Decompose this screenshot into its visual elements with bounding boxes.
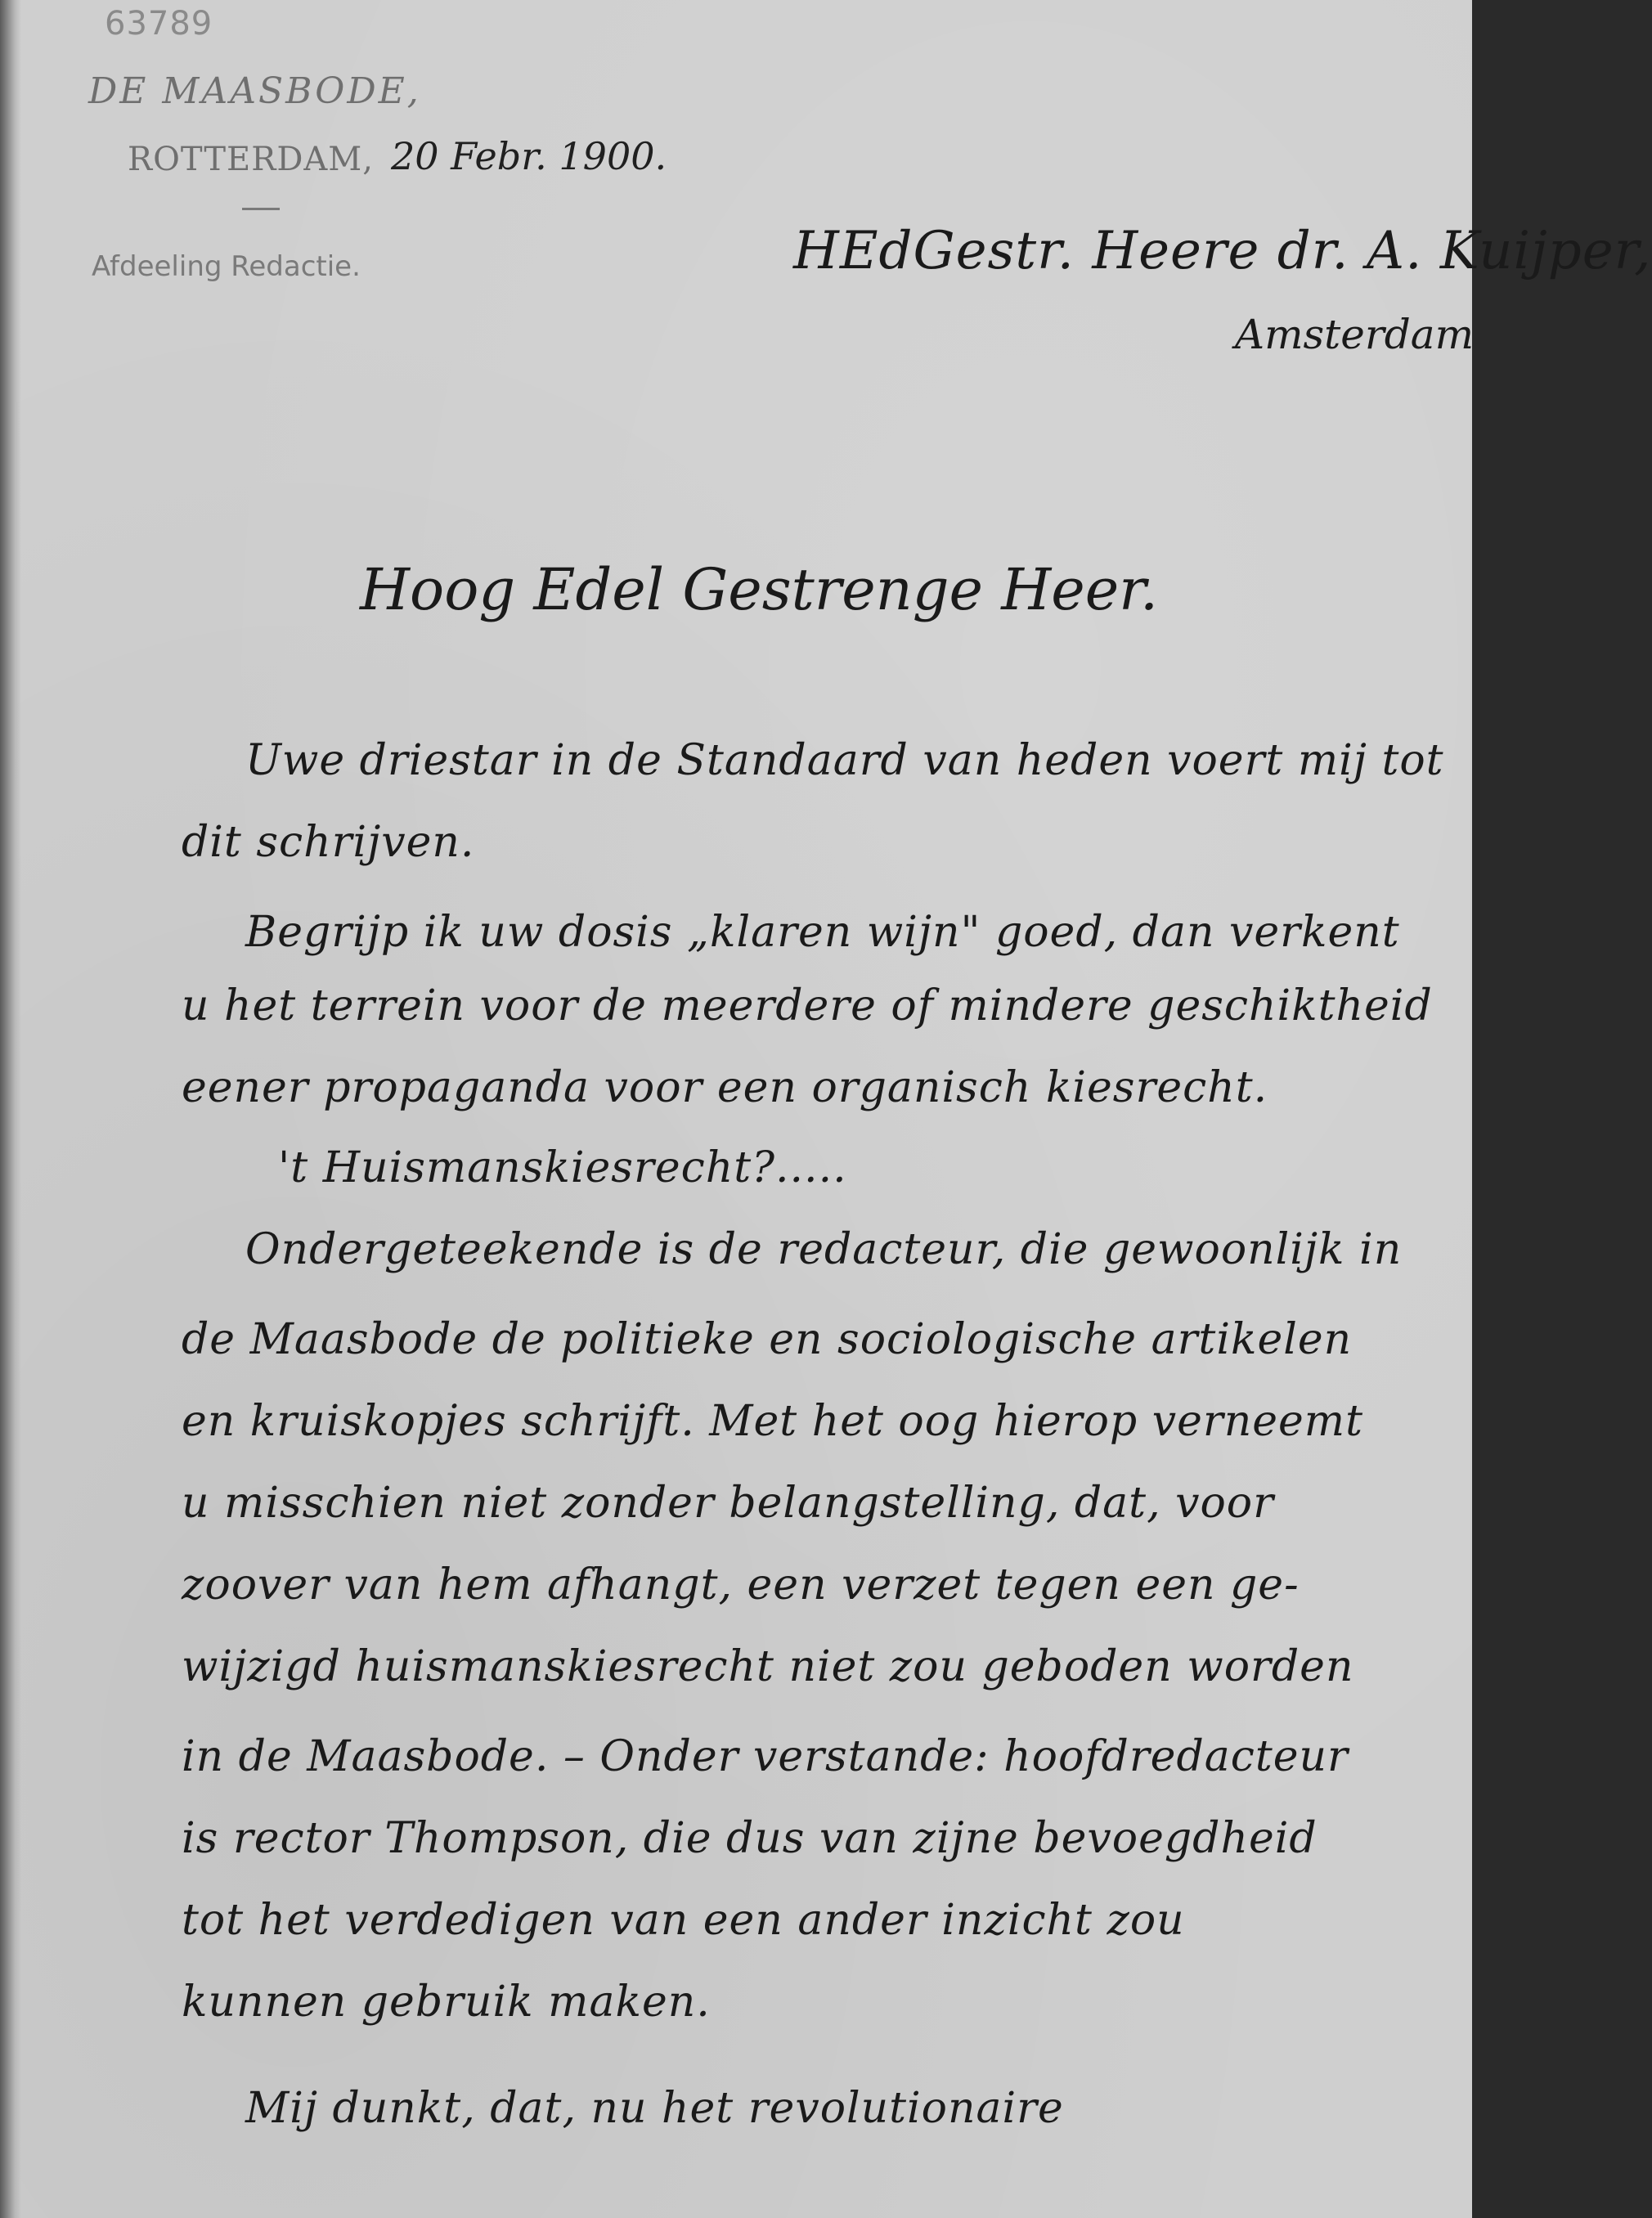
body-line: Ondergeteekende is de redacteur, die gewoonlijk in xyxy=(245,1225,1403,1274)
letterhead-paper-name: DE MAASBODE, xyxy=(88,70,421,112)
addressee-name: HEdGestr. Heere dr. A. Kuijper, xyxy=(793,221,1652,281)
body-line: is rector Thompson, die dus van zijne bevoegdheid xyxy=(182,1814,1318,1863)
body-line: tot het verdedigen van een ander inzicht zou xyxy=(182,1896,1185,1945)
letterhead-department: Afdeeling Redactie. xyxy=(92,250,361,283)
body-line: u misschien niet zonder belangstelling, dat, voor xyxy=(182,1479,1274,1528)
body-line: 't Huismanskiesrecht?..... xyxy=(278,1143,847,1192)
letterhead-divider xyxy=(242,208,280,210)
body-line: en kruiskopjes schrijft. Met het oog hierop verneemt xyxy=(182,1397,1363,1446)
body-line: Uwe driestar in de Standaard van heden voert mij tot xyxy=(245,736,1444,785)
body-line: de Maasbode de politieke en sociologische artikelen xyxy=(182,1315,1353,1364)
body-line: Mij dunkt, dat, nu het revolutionaire xyxy=(245,2084,1064,2133)
body-line: in de Maasbode. – Onder verstande: hoofdredacteur xyxy=(182,1732,1349,1781)
body-line: zoover van hem afhangt, een verzet tegen een ge- xyxy=(182,1560,1300,1610)
body-line: dit schrijven. xyxy=(182,818,475,867)
body-line: u het terrein voor de meerdere of mindere geschiktheid xyxy=(182,981,1433,1030)
archive-number: 63789 xyxy=(105,5,213,43)
page-edge-shadow xyxy=(0,0,21,2218)
body-line: kunnen gebruik maken. xyxy=(182,1978,711,2027)
body-line: Begrijp ik uw dosis „klaren wijn" goed, dan verkent xyxy=(245,908,1400,957)
salutation: Hoog Edel Gestrenge Heer. xyxy=(360,556,1159,623)
addressee-city: Amsterdam xyxy=(1235,311,1474,358)
body-line: eener propaganda voor een organisch kiesrecht. xyxy=(182,1063,1268,1112)
body-line: wijzigd huismanskiesrecht niet zou geboden worden xyxy=(182,1642,1354,1691)
letterhead-city: ROTTERDAM, xyxy=(128,141,374,178)
letter-date: 20 Febr. 1900. xyxy=(391,134,667,178)
